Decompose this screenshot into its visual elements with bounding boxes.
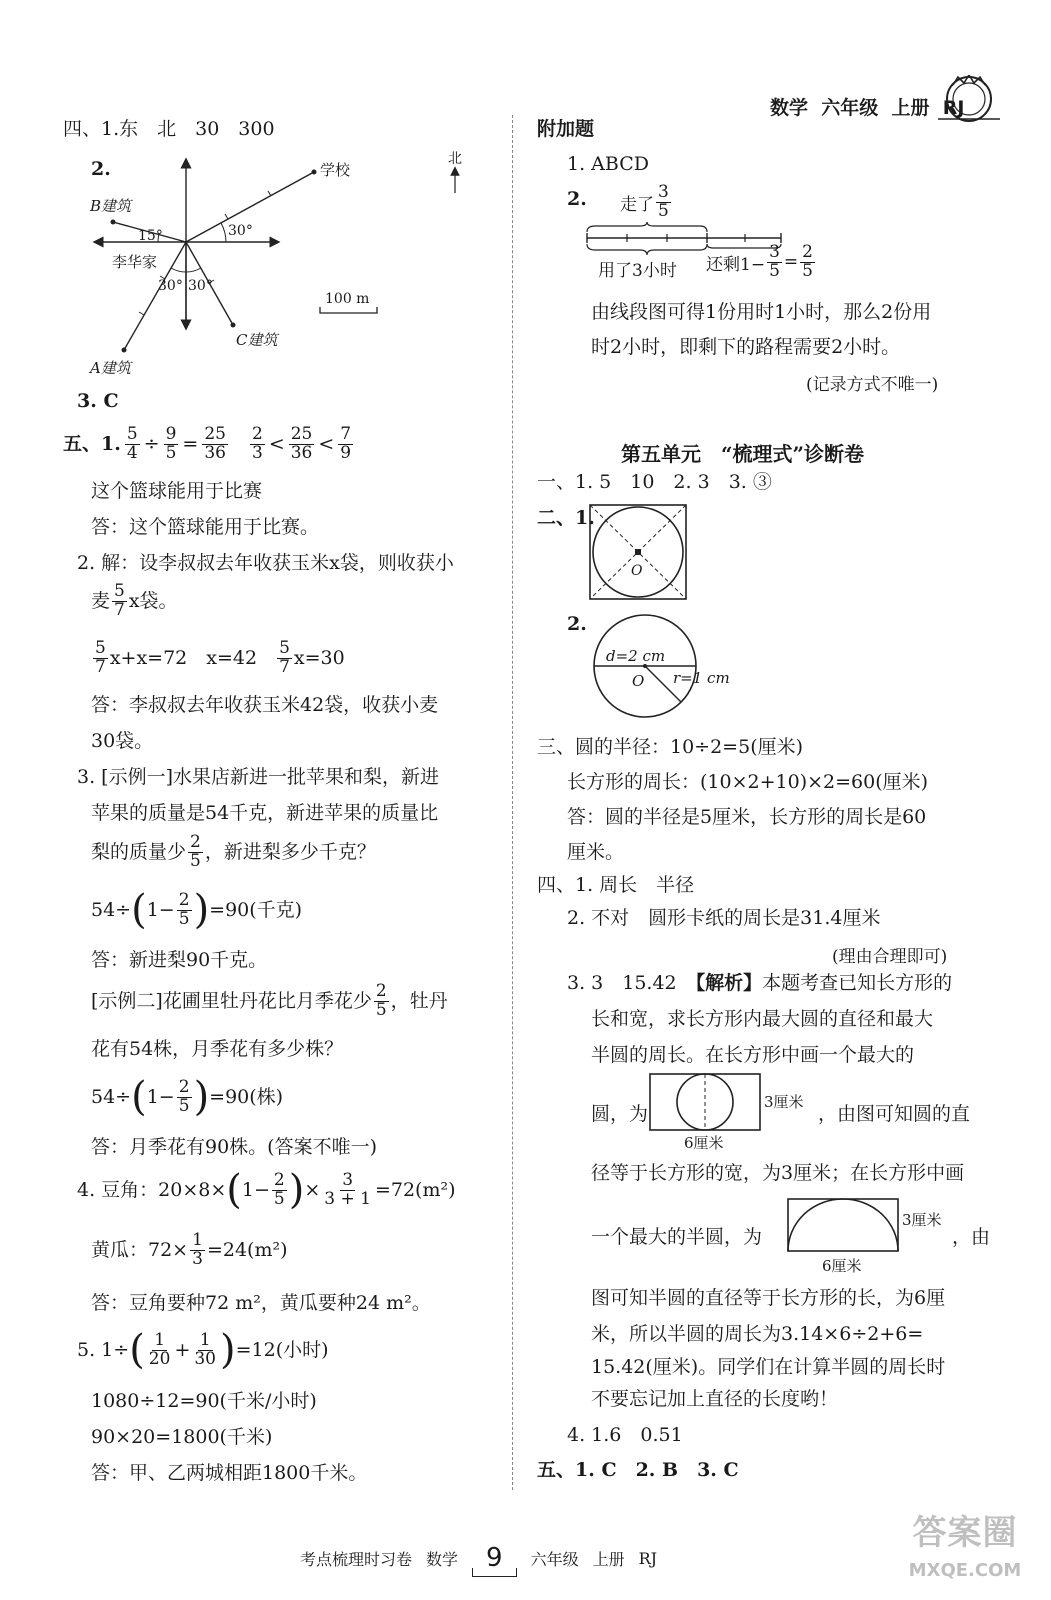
angle-30-left: 30° [158,278,183,294]
text: [示例二]花圃里牡丹花比月季花少 [91,989,372,1012]
s5-q2-line5: 30袋。 [91,730,154,752]
fraction [93,640,108,677]
denominator: 20 [148,1348,171,1369]
fraction [192,1329,218,1369]
unit5-s4-q3-line8: 米，所以半圆的周长为3.14×6÷2+6= [591,1323,924,1345]
fraction [272,1169,287,1209]
analysis-tag: 【解析】 [695,972,763,994]
rect-semicircle-figure [786,1195,966,1277]
watermark [900,1505,1030,1581]
diameter-label: d=2 cm [606,647,666,665]
s5-q4-line3: 答：豆角要种72 m²，黄瓜要种24 m²。 [91,1292,431,1314]
angle-30-school: 30° [228,223,253,239]
s5-q5-line2: 1080÷12=90(千米/小时) [91,1390,317,1412]
fraction [164,426,179,463]
unit5-s4-q3-line7: 图可知半圆的直径等于长方形的长，为6厘 [591,1287,946,1309]
s5-q4-line2 [91,1232,288,1269]
text: 走了 [620,194,654,215]
denominator: 5 [178,908,190,929]
direction-diagram [80,145,480,385]
label-school: 学校 [320,161,351,179]
denominator: 5 [190,850,201,871]
text: 本题考查已知长方形的 [762,972,953,994]
watermark-text: 答案圈 [912,1513,1018,1553]
unit5-s4-q4: 4. 1.6 0.51 [567,1424,683,1446]
unit5-title: 第五单元 “梳理式”诊断卷 [621,442,865,466]
numerator: 2 [190,832,201,852]
denominator: 36 [290,442,313,463]
denominator: 5 [375,999,387,1020]
extra-explain-2: 时2小时，即剩下的路程需要2小时。 [591,336,901,358]
s4-q1: 四、1.东 北 30 300 [63,118,275,140]
radius-label: r=1 cm [673,669,730,687]
numerator: 1 [192,1230,203,1250]
footer-grade: 六年级 [530,1549,579,1569]
logo-badge [938,75,1000,125]
page-footer [300,1543,657,1573]
fraction [188,834,203,871]
fraction [202,426,228,463]
fraction [338,426,353,463]
fraction [277,640,292,677]
numerator: 3 [342,1169,354,1190]
text: x+x=72 x=42 [109,646,258,669]
numerator: 2 [251,424,263,444]
s5-q5-line3: 90×20=1800(千米) [91,1426,273,1448]
header-volume: 上册 [891,97,930,119]
unit5-s4-q3-line2: 长和宽，求长方形内最大圆的直径和最大 [591,1008,934,1030]
numerator: 2 [178,1076,190,1097]
numerator: 1 [199,1329,211,1350]
unit5-s4-q3-line9: 15.42(厘米)。同学们在计算半圆的周长时 [591,1356,946,1378]
s5-q3-line8 [91,1074,284,1120]
s5-q4-line1 [77,1167,456,1213]
fraction [656,184,671,221]
text: =72(m²) [374,1178,456,1201]
op: = [182,432,199,455]
fig2-height-label: 3厘米 [902,1211,942,1229]
s5-q3-line2: 苹果的质量是54千克，新进苹果的质量比 [91,802,439,824]
text: 1− [146,898,175,921]
text: x袋。 [128,589,178,612]
s4-q3: 3. C [77,390,119,412]
numerator: 2 [178,889,190,910]
unit5-s4-q3-line6b: ，由 [952,1226,991,1248]
footer-book: 考点梳理时习卷 [300,1549,413,1569]
numerator: 5 [279,638,290,658]
paren: ( [131,887,147,933]
fraction [112,583,127,620]
unit5-s4-q3-line6a: 一个最大的半圆，为 [591,1226,763,1248]
header-grade: 六年级 [821,97,879,119]
op: ÷ [143,432,160,455]
text: =90(千克) [209,898,303,921]
fraction [190,1232,205,1269]
text: 1− [241,1178,270,1201]
extra-q1: 1. ABCD [567,153,649,175]
unit5-s1: 一、1. 5 10 2. 3 3. ③ [537,471,772,493]
paren: ( [226,1167,242,1213]
denominator: 9 [340,442,352,463]
unit5-s4-q3-line10: 不要忘记加上直径的长度哟！ [591,1388,839,1410]
text: 1− [146,1085,175,1108]
extra-note: (记录方式不唯一) [806,375,939,395]
angle-15: 15° [138,228,163,244]
paren: ( [129,1327,145,1373]
angle-30-right: 30° [188,278,213,294]
label-b-building: B建筑 [90,197,132,215]
rect-circle-figure [648,1070,828,1152]
denominator: 30 [194,1348,216,1369]
label-a-building: A建筑 [90,359,131,377]
circle-diameter-figure [588,612,768,722]
numerator: 25 [290,424,313,444]
header-edition: RJ [942,97,965,119]
s5-q3-line3 [91,834,376,871]
fraction [147,1329,173,1369]
denominator: 7 [114,599,125,620]
unit5-s3-line2: 长方形的周长：(10×2+10)×2=60(厘米) [567,771,929,793]
denominator: 5 [178,1095,190,1116]
text: 3. 3 15.42 [567,972,696,994]
unit5-s4-line2: 2. 不对 圆形卡纸的周长是31.4厘米 [567,907,881,929]
denominator: 7 [95,656,106,677]
unit5-s2-q2: 2. [567,613,587,635]
text: 还剩1− [706,254,766,275]
unit5-s4-q3-line1 [567,974,952,993]
label-c-building: C建筑 [236,331,278,349]
fig1-width-label: 6厘米 [684,1134,724,1152]
s5-q1-label: 五、1. [63,432,121,455]
op: < [318,432,335,455]
unit5-s3-line4: 厘米。 [567,841,625,863]
numerator: 2 [802,242,813,262]
denominator: 4 [126,442,138,463]
unit5-s4-q3-line5: 径等于长方形的宽，为3厘米；在长方形中画 [591,1162,965,1184]
numerator: 3 [658,182,669,202]
fraction [177,889,192,929]
denominator: 5 [165,442,177,463]
text: 黄瓜：72× [91,1238,189,1261]
fraction [374,983,389,1020]
fraction [289,426,315,463]
page-number [472,1543,517,1573]
footer-subject: 数学 [426,1549,459,1569]
numerator: 2 [375,981,387,1001]
text: 54÷ [91,898,132,921]
op: = [783,252,799,273]
denominator: 3 + 1 [324,1188,371,1209]
unit5-s2-q1: 二、1. [537,507,595,529]
header-subject: 数学 [770,97,809,119]
text: 4. 豆角：20×8× [77,1178,227,1201]
s5-q1-line3: 答：这个篮球能用于比赛。 [91,516,320,538]
footer-edition: RJ [638,1548,658,1568]
denominator: 5 [769,260,780,281]
s5-q2-line4: 答：李叔叔去年收获玉米42袋，收获小麦 [91,694,439,716]
s5-q1-line2: 这个篮球能用于比赛 [91,480,263,502]
numerator: 25 [204,424,226,444]
watermark-url: MXQE.COM [908,1560,1022,1581]
s5-q3-line1: 3. [示例一]水果店新进一批苹果和梨，新进 [77,766,439,788]
segment-walked-label [620,184,673,221]
fig1-height-label: 3厘米 [764,1093,804,1111]
numerator: 5 [95,638,106,658]
segment-left-label [706,244,817,281]
page-header [770,93,964,120]
numerator: 5 [126,424,138,444]
label-home: 李华家 [112,253,158,271]
paren: ( [131,1074,147,1120]
text: 麦 [91,589,111,612]
page-bracket [472,1568,517,1577]
center-o-label: O [631,563,643,579]
text: =12(小时) [235,1338,329,1361]
text: + [174,1338,191,1361]
s5-q2-line3 [91,640,345,677]
s4-q2-label: 2. [91,158,111,180]
extra-q2-label: 2. [567,188,587,210]
text: =24(m²) [206,1238,288,1261]
fraction [125,426,140,463]
op: < [268,432,285,455]
numerator: 9 [165,424,177,444]
footer-volume: 上册 [592,1549,625,1569]
page-number-text: 9 [486,1543,503,1573]
square-circle-figure [588,503,690,601]
fig2-width-label: 6厘米 [822,1257,862,1275]
denominator: 7 [279,656,290,677]
s5-q2-line2 [91,583,178,620]
numerator: 7 [340,424,352,444]
denominator: 5 [273,1188,285,1209]
s5-q3-line9: 答：月季花有90株。(答案不唯一) [91,1136,378,1158]
s5-q1-line1 [63,426,355,463]
unit5-s3-line1: 三、圆的半径：10÷2=5(厘米) [537,736,804,758]
denominator: 5 [658,200,669,221]
numerator: 5 [114,581,125,601]
paren: ) [193,887,210,933]
text: 梨的质量少 [91,840,187,863]
paren: ) [220,1327,236,1373]
fraction [767,244,782,281]
numerator: 3 [769,242,780,262]
s5-q5-line4: 答：甲、乙两城相距1800千米。 [91,1462,368,1484]
north-label: 北 [448,151,462,167]
denominator: 3 [192,1248,203,1269]
segment-used-label: 用了3小时 [598,261,677,281]
s5-q3-line5: 答：新进梨90千克。 [91,949,268,971]
s5-q3-line7: 花有54株，月季花有多少株？ [91,1038,344,1060]
fraction [250,426,265,463]
unit5-s4-q3-line4b: ，由图可知圆的直 [818,1103,971,1125]
text: x=30 [293,646,345,669]
s5-q5-line1 [77,1327,329,1373]
text: ，牡丹 [390,989,448,1012]
unit5-s4-line1: 四、1. 周长 半径 [537,874,695,896]
numerator: 2 [273,1169,285,1190]
column-divider [512,115,513,1490]
fraction [322,1169,373,1209]
unit5-s4-q3-line4a: 圆，为 [591,1103,649,1125]
denominator: 36 [204,442,226,463]
text: 5. 1÷ [77,1338,130,1361]
extra-explain-1: 由线段图可得1份用时1小时，那么2份用 [591,301,932,323]
numerator: 1 [154,1329,166,1350]
denominator: 5 [802,260,813,281]
unit5-s3-line3: 答：圆的半径是5厘米，长方形的周长是60 [567,806,927,828]
center-o2-label: O [632,672,645,690]
paren: ) [193,1074,210,1120]
unit5-s5: 五、1. C 2. B 3. C [537,1459,739,1481]
unit5-s4-q3-line3: 半圆的周长。在长方形中画一个最大的 [591,1044,915,1066]
fraction [800,244,815,281]
scale-label: 100 m [325,291,370,307]
text: =90(株) [209,1085,284,1108]
s5-q3-line4 [91,887,303,933]
text: 54÷ [91,1085,132,1108]
denominator: 3 [251,442,263,463]
text: ，新进梨多少千克？ [204,840,376,863]
fraction [177,1076,192,1116]
s5-q3-line6 [91,983,448,1020]
s5-q2-line1: 2. 解：设李叔叔去年收获玉米x袋，则收获小 [77,552,454,574]
unit5-s4-line3: (理由合理即可) [832,947,948,967]
text: × [304,1178,321,1201]
extra-title: 附加题 [537,118,595,140]
paren: ) [288,1167,305,1213]
